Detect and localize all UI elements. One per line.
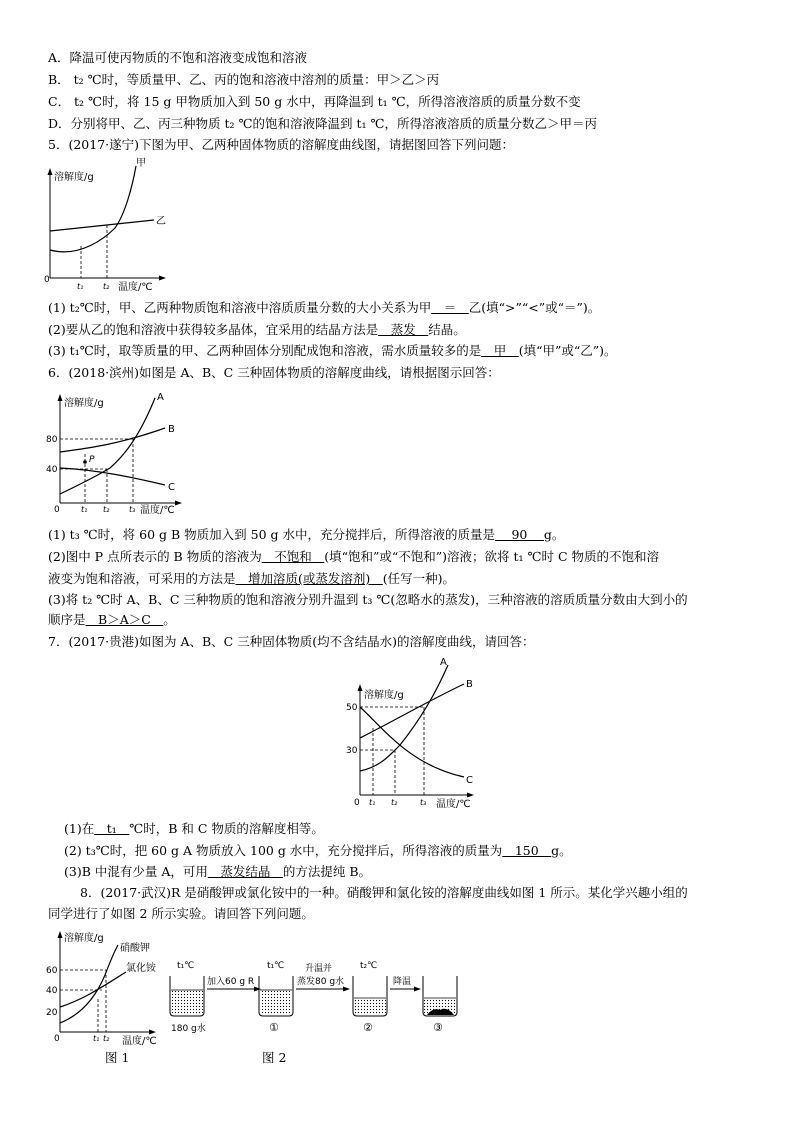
q8-stem-1: 8．(2017·武汉)R 是硝酸钾或氯化铵中的一种。硝酸钾和氯化铵的溶解度曲线如图 1 所示。某化学兴趣小组的: [80, 885, 688, 900]
q6-2: (2)图中 P 点所表示的 B 物质的溶液为＿不饱和＿(填“饱和”或“不饱和”)溶液；欲将 t₁ ℃时 C 物质的不饱和溶: [48, 549, 660, 564]
origin-label: 0: [54, 1034, 60, 1044]
x-axis-label: 温度/℃: [118, 282, 153, 293]
tick-60: 60: [46, 966, 58, 976]
arrow-2-label-b: 蒸发80 g水: [297, 977, 345, 987]
curve-c: [360, 707, 464, 777]
y-axis-label: 溶解度/g: [64, 933, 104, 944]
option-d: D．分别将甲、乙、丙三种物质 t₂ ℃的饱和溶液降温到 t₁ ℃，所得溶液溶质的质量分数乙＞甲＝丙: [48, 116, 597, 131]
series-label-b: B: [168, 424, 175, 435]
answer: ＿＝＿: [431, 300, 469, 315]
origin-label: 0: [354, 798, 360, 808]
beaker-2: [353, 961, 387, 1034]
tick-t3: t₃: [129, 505, 136, 514]
q6-3: (3)将 t₂ ℃时 A、B、C 三种物质的饱和溶液分别升温到 t₃ ℃(忽略水的蒸发)，三种溶液的溶质质量分数由大到小的: [48, 592, 688, 607]
q7-3: (3)B 中混有少量 A，可用＿蒸发结晶＿的方法提纯 B。: [64, 864, 372, 879]
series-label-b: B: [466, 679, 473, 690]
tick-t1: t₁: [93, 1034, 100, 1043]
beaker-1: [259, 961, 293, 1034]
beaker-2-label: ②: [363, 1021, 373, 1034]
tick-80: 80: [46, 435, 58, 445]
series-label-nh4cl: 氯化铵: [126, 963, 156, 974]
tick-t2: t₂: [103, 505, 110, 514]
answer: ＿ 90 ＿: [495, 527, 544, 542]
answer: ＿蒸发结晶＿: [207, 864, 283, 879]
beaker-0: [170, 961, 206, 1034]
beaker-1-label: ①: [269, 1021, 279, 1034]
origin-label: 0: [54, 505, 60, 515]
tick-30: 30: [346, 746, 358, 756]
q8-stem-2: 同学进行了如图 2 所示实验。请回答下列问题。: [48, 906, 314, 921]
q6-solubility-chart: [40, 390, 200, 515]
y-axis-label: 溶解度/g: [364, 690, 404, 701]
beaker-0-water: 180 g水: [171, 1024, 206, 1034]
beaker-1-temp: t₁℃: [267, 961, 285, 971]
series-label-a: A: [157, 392, 164, 403]
tick-40: 40: [46, 986, 58, 996]
tick-t1: t₁: [369, 798, 376, 807]
beaker-3-label: ③: [433, 1021, 443, 1034]
tick-t1: t₁: [81, 505, 88, 514]
answer: ＿B＞A＞C＿: [85, 612, 164, 627]
x-axis-label: 温度/℃: [140, 505, 175, 516]
answer: ＿甲＿: [481, 343, 519, 358]
q6-2-cont: 液变为饱和溶液，可采用的方法是＿增加溶质(或蒸发溶剂)＿(任写一种)。: [48, 571, 456, 586]
curve-kno3: [60, 945, 118, 1023]
series-label-yi: 乙: [156, 216, 166, 227]
answer: ＿增加溶质(或蒸发溶剂)＿: [235, 571, 383, 586]
answer: ＿t₁＿: [94, 821, 130, 836]
arrow-1-label: 加入60 g R: [207, 977, 255, 987]
tick-t2: t₂: [103, 282, 110, 291]
tick-t2: t₂: [103, 1034, 110, 1043]
q6-3-cont: 顺序是＿B＞A＞C＿。: [48, 612, 176, 627]
beaker-0-temp: t₁℃: [177, 961, 195, 971]
figure-2-caption: 图 2: [262, 1050, 287, 1065]
curve-b: [60, 428, 165, 452]
arrow-3-label: 降温: [393, 977, 412, 987]
y-axis-label: 溶解度/g: [54, 172, 94, 183]
q5-stem: 5．(2017·遂宁)下图为甲、乙两种固体物质的溶解度曲线图，请据图回答下列问题：: [48, 137, 514, 152]
q7-solubility-chart: [340, 655, 490, 812]
series-label-c: C: [466, 775, 473, 786]
series-label-jia: 甲: [136, 158, 146, 169]
answer: ＿蒸发＿: [378, 322, 429, 337]
q7-2: (2) t₃℃时，把 60 g A 物质放入 100 g 水中，充分搅拌后，所得溶液的质量为＿150＿g。: [64, 843, 572, 858]
q8-fig1-chart: [40, 927, 180, 1047]
q5-2: (2)要从乙的饱和溶液中获得较多晶体，宜采用的结晶方法是＿蒸发＿结晶。: [48, 322, 466, 337]
q5-1: (1) t₂℃时，甲、乙两种物质饱和溶液中溶质质量分数的大小关系为甲＿＝＿乙(填“>”“<”或“＝”)。: [48, 300, 601, 315]
arrow-2-label-a: 升温并: [305, 964, 333, 974]
beaker-3: [423, 976, 457, 1034]
tick-50: 50: [346, 703, 358, 713]
answer: ＿不饱和＿: [261, 549, 325, 564]
y-axis-label: 溶解度/g: [64, 398, 104, 409]
tick-t1: t₁: [77, 282, 84, 291]
beaker-2-temp: t₂℃: [360, 961, 378, 971]
option-b: B． t₂ ℃时，等质量甲、乙、丙的饱和溶液中溶剂的质量：甲＞乙＞丙: [48, 72, 440, 87]
q5-3: (3) t₁℃时，取等质量的甲、乙两种固体分别配成饱和溶液，需水质量较多的是＿甲＿(填“甲”或“乙”)。: [48, 343, 617, 358]
tick-t2: t₂: [391, 798, 398, 807]
q6-stem: 6．(2018·滨州)如图是 A、B、C 三种固体物质的溶解度曲线，请根据图示回答：: [48, 365, 500, 380]
point-p: [83, 460, 87, 464]
curve-nh4cl: [60, 972, 126, 1007]
series-label-c: C: [168, 482, 175, 493]
figure-1-caption: 图 1: [105, 1050, 130, 1065]
x-axis-label: 温度/℃: [436, 799, 471, 810]
q6-1: (1) t₃ ℃时，将 60 g B 物质加入到 50 g 水中，充分搅拌后，所得溶液的质量是＿ 90 ＿g。: [48, 527, 565, 542]
series-label-a: A: [440, 657, 447, 668]
curve-yi: [50, 220, 154, 231]
series-label-kno3: 硝酸钾: [120, 943, 150, 954]
q7-1: (1)在＿t₁＿℃时，B 和 C 物质的溶解度相等。: [64, 821, 324, 836]
curve-c: [60, 468, 165, 485]
q8-fig2-diagram: [165, 960, 465, 1040]
x-axis-label: 温度/℃: [122, 1036, 157, 1047]
q5-solubility-chart: [40, 158, 180, 293]
q7-stem: 7．(2017·贵港)如图为 A、B、C 三种固体物质(均不含结晶水)的溶解度曲线，请回答：: [48, 634, 535, 649]
tick-20: 20: [46, 1008, 58, 1018]
option-c: C． t₂ ℃时，将 15 g 甲物质加入到 50 g 水中，再降温到 t₁ ℃，所得溶液溶质的质量分数不变: [48, 94, 581, 109]
tick-40: 40: [46, 465, 58, 475]
tick-t3: t₃: [420, 798, 427, 807]
origin-label: 0: [44, 275, 50, 285]
option-a: A．降温可使丙物质的不饱和溶液变成饱和溶液: [48, 50, 308, 65]
point-p-label: P: [89, 455, 95, 465]
answer: ＿150＿: [502, 843, 552, 858]
